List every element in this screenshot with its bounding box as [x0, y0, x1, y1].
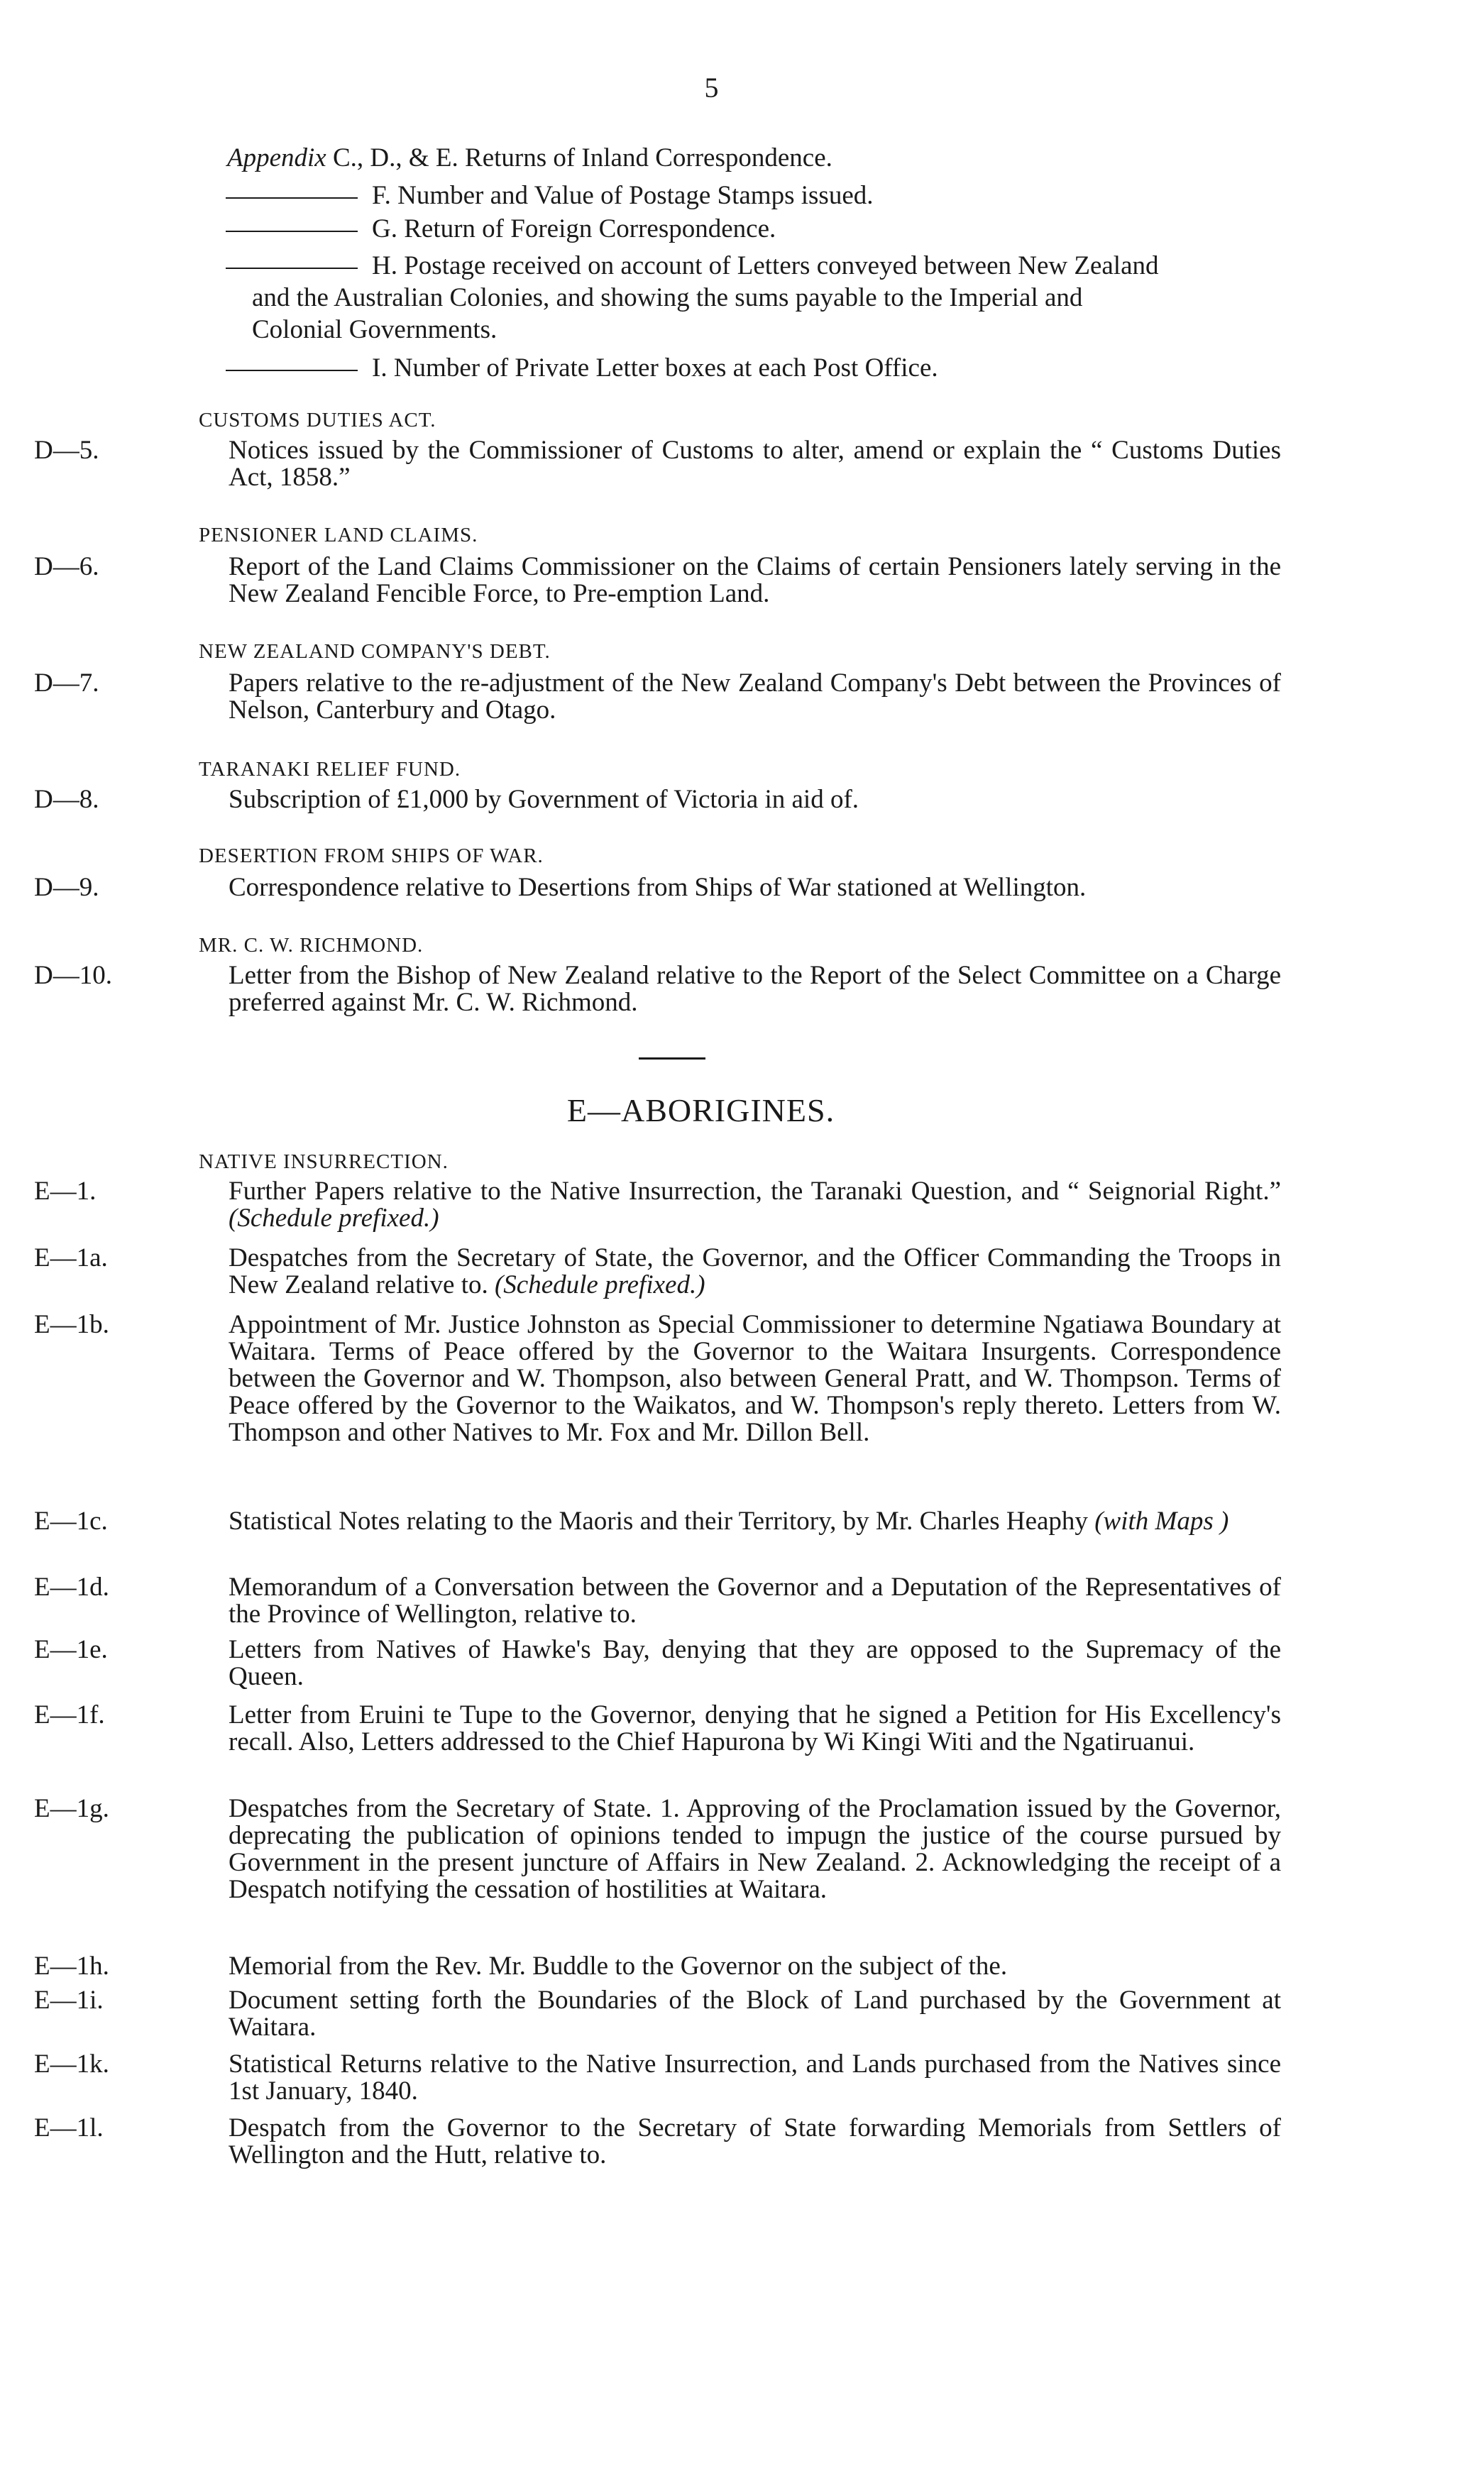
entry-text: Statistical Notes relating to the Maoris and their Territory, by Mr. Charles Heaphy	[229, 1507, 1088, 1536]
entry-code: D—6.	[34, 552, 99, 581]
entry-text: Memorandum of a Conversation between the Governor and a Deputation of the Representatives of the Province of Wellington, relative to.	[229, 1573, 1281, 1629]
entry-e1h	[34, 1952, 1281, 1981]
dash-rule	[226, 231, 358, 232]
entry-text: Despatches from the Secretary of State. 1. Approving of the Proclamation issued by the Governor, deprecating the publication of opinions tended to impugn the justice of the course pursued by Government in the present juncture of Affairs in New Zealand. 2. Acknowledging the receipt of a Despatch notifying the cessation of hostilities at Waitara.	[229, 1794, 1281, 1904]
entry-text: Further Papers relative to the Native Insurrection, the Taranaki Question, and “ Seignorial Right.”	[229, 1177, 1281, 1206]
entry-text: Memorial from the Rev. Mr. Buddle to the Governor on the subject of the.	[229, 1952, 1008, 1981]
dash-rule	[226, 268, 358, 269]
entry-code: D—7.	[34, 669, 99, 698]
dash-rule	[226, 197, 358, 199]
entry-code: D—9.	[34, 873, 99, 902]
entry-e1f	[34, 1700, 1281, 1756]
section-heading: DESERTION FROM SHIPS OF WAR.	[199, 845, 544, 867]
entry-e1k	[34, 2050, 1281, 2106]
entry-text: Letters from Natives of Hawke's Bay, denying that they are opposed to the Supremacy of the Queen.	[229, 1635, 1281, 1691]
dash-rule	[226, 370, 358, 371]
entry-code: D—8.	[34, 785, 99, 814]
entry-code: E—1k.	[34, 2050, 109, 2079]
section-heading: NEW ZEALAND COMPANY'S DEBT.	[199, 640, 551, 663]
entry-d7	[34, 669, 1281, 725]
entry-text: Papers relative to the re-adjustment of the New Zealand Company's Debt between the Provinces of Nelson, Canterbury and Otago.	[229, 669, 1281, 725]
appendix-item: F. Number and Value of Postage Stamps issued.	[226, 180, 874, 212]
appendix-lead	[227, 142, 832, 175]
entry-code: D—5.	[34, 436, 99, 465]
entry-code: E—1a.	[34, 1243, 108, 1272]
entry-code: E—1l.	[34, 2113, 104, 2142]
entry-text: Document setting forth the Boundaries of the Block of Land purchased by the Government at Waitara.	[229, 1986, 1281, 2042]
entry-e1g	[34, 1794, 1281, 1904]
appendix-item: G. Return of Foreign Correspondence.	[226, 213, 776, 246]
section-divider	[639, 1057, 705, 1060]
entry-code: E—1c.	[34, 1507, 108, 1536]
entry-text: Report of the Land Claims Commissioner on the Claims of certain Pensioners lately serving in the New Zealand Fencible Force, to Pre-emption Land.	[229, 552, 1281, 608]
entry-code: E—1h.	[34, 1952, 109, 1981]
section-heading: MR. C. W. RICHMOND.	[199, 934, 424, 957]
appendix-item-continuation: and the Australian Colonies, and showing the sums payable to the Imperial and	[252, 283, 1083, 312]
entry-code: E—1f.	[34, 1700, 105, 1729]
entry-e1d	[34, 1573, 1281, 1629]
entry-code: E—1e.	[34, 1635, 108, 1664]
appendix-lead-italic: Appendix	[227, 143, 326, 172]
entry-code: E—1g.	[34, 1794, 109, 1823]
entry-text: Despatch from the Governor to the Secretary of State forwarding Memorials from Settlers of Wellington and the Hutt, relative to.	[229, 2113, 1281, 2169]
entry-d5	[34, 436, 1281, 492]
appendix-item-continuation: Colonial Governments.	[252, 315, 498, 344]
entry-text: Letter from Eruini te Tupe to the Governor, denying that he signed a Petition for His Excellency's recall. Also, Letters addressed to the Chief Hapurona by Wi Kingi Witi and the Ngatiruanui.	[229, 1700, 1281, 1756]
entry-text: Notices issued by the Commissioner of Customs to alter, amend or explain the “ Customs Duties Act, 1858.”	[229, 436, 1281, 492]
entry-text: Appointment of Mr. Justice Johnston as Special Commissioner to determine Ngatiawa Boundary at Waitara. Terms of Peace offered by the Governor to the Waitara Insurgents. Correspondence between the Governor and W. Thompson, also between General Pratt, and W. Thompson. Terms of Peace offered by the Governor to the Waikatos, and W. Thompson's reply thereto. Letters from W. Thompson and other Natives to Mr. Fox and Mr. Dillon Bell.	[229, 1310, 1281, 1447]
appendix-lead-text: C., D., & E. Returns of Inland Correspondence.	[332, 143, 832, 172]
section-heading: TARANAKI RELIEF FUND.	[199, 758, 461, 781]
entry-e1a	[34, 1243, 1281, 1299]
entry-code: E—1d.	[34, 1573, 109, 1602]
entry-e1c	[34, 1507, 1281, 1536]
section-heading: PENSIONER LAND CLAIMS.	[199, 524, 478, 546]
section-heading: NATIVE INSURRECTION.	[199, 1150, 449, 1173]
entry-code: E—1i.	[34, 1986, 104, 2015]
entry-code: E—1b.	[34, 1310, 109, 1339]
entry-text: Despatches from the Secretary of State, the Governor, and the Officer Commanding the Troops in New Zealand relative to.	[229, 1243, 1281, 1299]
entry-d8	[34, 785, 1281, 814]
entry-e1e	[34, 1635, 1281, 1691]
section-heading: CUSTOMS DUTIES ACT.	[199, 409, 436, 431]
entry-code: D—10.	[34, 961, 112, 990]
section-title: E—ABORIGINES.	[566, 1092, 835, 1128]
appendix-item: H. Postage received on account of Letters conveyed between New Zealand	[226, 250, 1159, 282]
entry-e1l	[34, 2113, 1281, 2169]
entry-e1i	[34, 1986, 1281, 2042]
entry-code: E—1.	[34, 1177, 97, 1206]
entry-text: Correspondence relative to Desertions from Ships of War stationed at Wellington.	[229, 873, 1087, 902]
entry-italic: (Schedule prefixed.)	[494, 1270, 705, 1299]
entry-text: Statistical Returns relative to the Native Insurrection, and Lands purchased from the Natives since 1st January, 1840.	[229, 2050, 1281, 2106]
entry-e1	[34, 1177, 1281, 1233]
entry-italic: (with Maps )	[1094, 1507, 1229, 1536]
entry-d9	[34, 873, 1281, 902]
entry-italic: (Schedule prefixed.)	[229, 1204, 439, 1233]
entry-text: Subscription of £1,000 by Government of Victoria in aid of.	[229, 785, 859, 814]
entry-text: Letter from the Bishop of New Zealand relative to the Report of the Select Committee on a Charge preferred against Mr. C. W. Richmond.	[229, 961, 1281, 1017]
appendix-item: I. Number of Private Letter boxes at each Post Office.	[226, 352, 938, 385]
entry-d10	[34, 961, 1281, 1017]
entry-d6	[34, 552, 1281, 608]
entry-e1b	[34, 1310, 1281, 1447]
page-number: 5	[704, 72, 719, 104]
